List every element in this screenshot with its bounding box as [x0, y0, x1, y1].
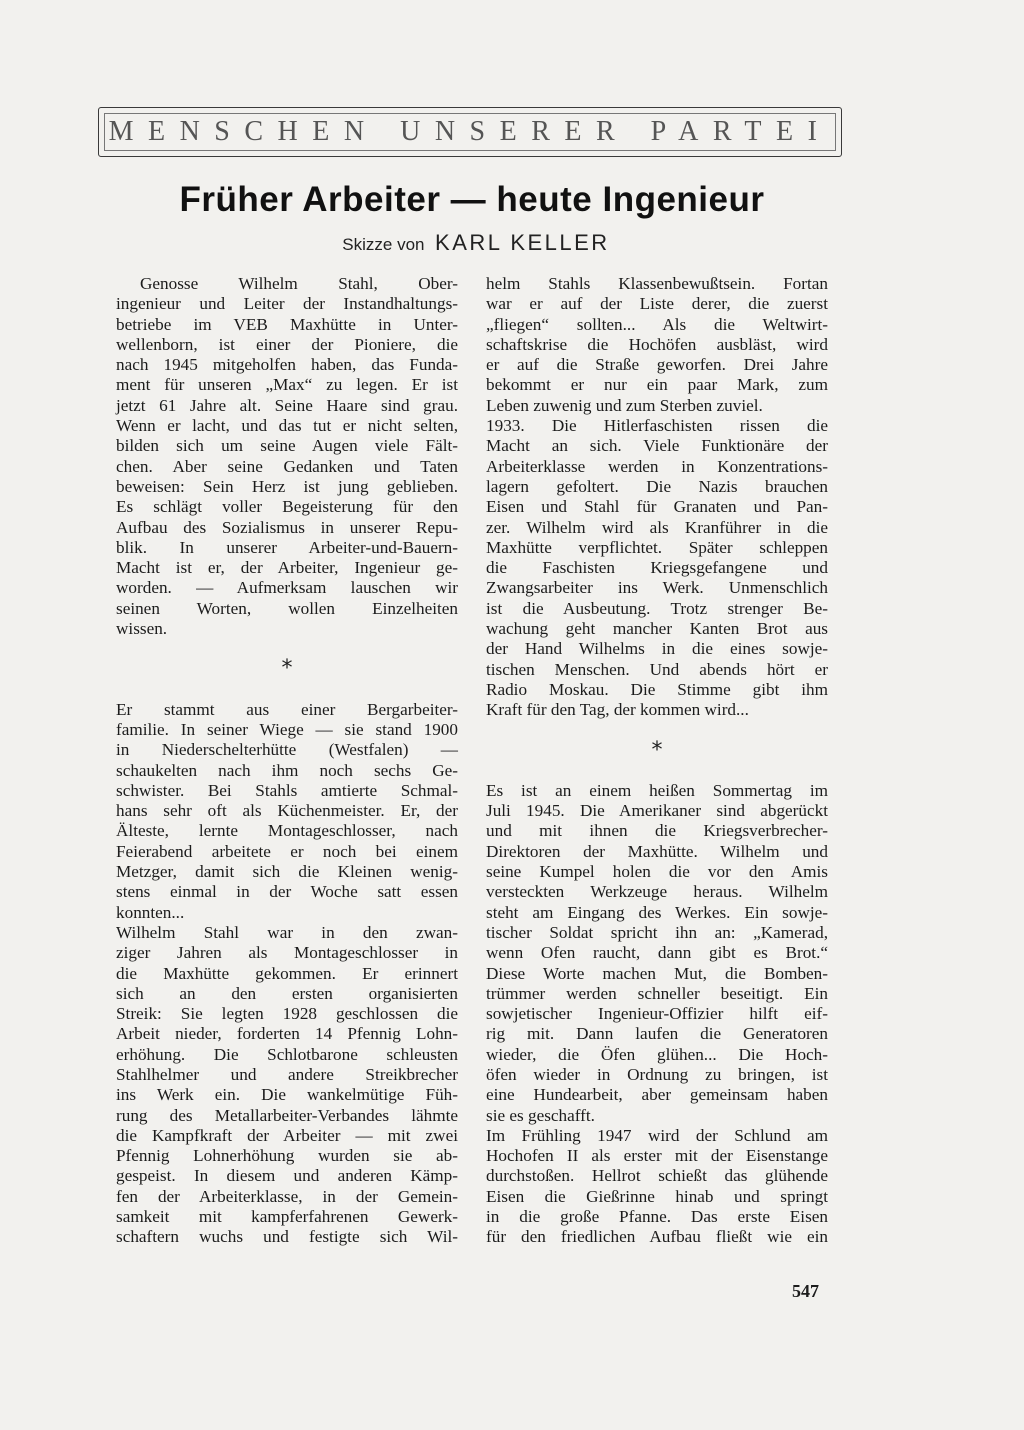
text-line: fen der Arbeiterklasse, in der Gemein-: [116, 1186, 458, 1206]
text-line: Arbeit nieder, forderten 14 Pfennig Lohn-: [116, 1024, 458, 1044]
text-line: Direktoren der Maxhütte. Wilhelm und: [486, 841, 828, 861]
text-line: durchstoßen. Hellrot schießt das glühende: [486, 1166, 828, 1186]
text-line: steht am Eingang des Werkes. Ein sowje-: [486, 902, 828, 922]
text-line: schwister. Bei Stahls amtierte Schmal-: [116, 780, 458, 800]
text-line: Es schlägt voller Begeisterung für den: [116, 497, 458, 517]
text-line: seine Kumpel holen die vor den Amis: [486, 862, 828, 882]
article-headline: Früher Arbeiter — heute Ingenieur: [179, 180, 765, 219]
text-line: sich an den ersten organisierten: [116, 983, 458, 1003]
text-line: wachung geht mancher Kanten Brot aus: [486, 619, 828, 639]
series-banner: [98, 107, 842, 157]
text-line: Arbeiterklasse werden in Konzentrations-: [486, 456, 828, 476]
text-line: beweisen: Sein Herz ist jung geblieben.: [116, 476, 458, 496]
text-line: schaukelten nach ihm noch sechs Ge-: [116, 760, 458, 780]
text-line: Wilhelm Stahl war in den zwan-: [116, 922, 458, 942]
text-line: Juli 1945. Die Amerikaner sind abgerückt: [486, 801, 828, 821]
text-line: Älteste, lernte Montageschlosser, nach: [116, 821, 458, 841]
text-line: Eisen die Gießrinne hinab und springt: [486, 1186, 828, 1206]
text-line: er auf die Straße geworfen. Drei Jahre: [486, 355, 828, 375]
byline-prefix: Skizze von: [342, 235, 425, 254]
text-line: in Niederschelterhütte (Westfalen) —: [116, 740, 458, 760]
text-line: ment für unseren „Max“ zu legen. Er ist: [116, 375, 458, 395]
text-line: konnten...: [116, 902, 185, 922]
text-line: Es ist an einem heißen Sommertag im: [486, 780, 828, 800]
section-star-ornament: *: [281, 656, 293, 682]
text-line: ingenieur und Leiter der Instandhaltungs-: [116, 294, 458, 314]
text-line: Stahlhelmer und andere Streikbrecher: [116, 1064, 458, 1084]
text-line: wellenborn, ist einer der Pioniere, die: [116, 334, 458, 354]
text-line: 1933. Die Hitlerfaschisten rissen die: [486, 416, 828, 436]
text-line: gespeist. In diesem und anderen Kämp-: [116, 1166, 458, 1186]
text-line: Aufbau des Sozialismus in unserer Repu-: [116, 517, 458, 537]
text-line: Radio Moskau. Die Stimme gibt ihm: [486, 679, 828, 699]
section-star-ornament: *: [651, 737, 663, 763]
text-line: tischen Menschen. Und abends hört er: [486, 659, 828, 679]
page-number: 547: [792, 1281, 819, 1301]
series-title: MENSCHEN UNSERER PARTEI: [108, 116, 832, 147]
text-line: der Hand Wilhelms in die eines sowje-: [486, 639, 828, 659]
text-line: Macht ist er, der Arbeiter, Ingenieur ge-: [116, 558, 458, 578]
text-line: eine Hundearbeit, aber gemeinsam haben: [486, 1085, 828, 1105]
text-line: Feierabend arbeitete er noch bei einem: [116, 841, 458, 861]
text-line: Eisen und Stahl für Granaten und Pan-: [486, 497, 828, 517]
text-line: ins Werk ein. Die wankelmütige Füh-: [116, 1085, 458, 1105]
text-line: rig mit. Dann laufen die Generatoren: [486, 1024, 828, 1044]
text-line: lagern gefoltert. Die Nazis brauchen: [486, 476, 828, 496]
text-line: Wenn er lacht, und das tut er nicht selten,: [116, 416, 458, 436]
text-line: ziger Jahren als Montageschlosser in: [116, 943, 458, 963]
text-line: worden. — Aufmerksam lauschen wir: [116, 578, 458, 598]
text-line: Genosse Wilhelm Stahl, Ober-: [140, 274, 458, 293]
text-line: nach 1945 mitgeholfen haben, das Funda-: [116, 355, 458, 375]
column-left: [116, 274, 458, 1248]
text-line: wenn Ofen raucht, dann gibt es Brot.“: [486, 943, 828, 963]
text-line: und mit ihnen die Kriegsverbrecher-: [486, 821, 828, 841]
text-line: Macht an sich. Viele Funktionäre der: [486, 436, 828, 456]
text-line: wieder, die Öfen glühen... Die Hoch-: [486, 1044, 828, 1064]
text-line: Pfennig Lohnerhöhung wurden sie ab-: [116, 1146, 458, 1166]
text-line: bekommt er nur ein paar Mark, zum: [486, 375, 828, 395]
text-line: versteckten Werkzeuge heraus. Wilhelm: [486, 882, 828, 902]
text-line: blik. In unserer Arbeiter-und-Bauern-: [116, 537, 458, 557]
text-line: stens einmal in der Woche satt essen: [116, 882, 458, 902]
text-line: seinen Worten, wollen Einzelheiten: [116, 598, 458, 618]
text-line: wissen.: [116, 619, 168, 639]
text-line: sie es geschafft.: [486, 1105, 595, 1125]
text-line: tischer Soldat spricht ihn an: „Kamerad,: [486, 922, 828, 942]
text-line: ist die Ausbeutung. Trotz strenger Be-: [486, 598, 828, 618]
text-line: für den friedlichen Aufbau fließt wie ein: [486, 1227, 828, 1247]
text-line: Metzger, damit sich die Kleinen wenig-: [116, 862, 458, 882]
text-line: Leben zuwenig und zum Sterben zuviel.: [486, 395, 763, 415]
text-line: hans sehr oft als Küchenmeister. Er, der: [116, 801, 458, 821]
text-line: familie. In seiner Wiege — sie stand 1900: [116, 719, 458, 739]
text-line: Zwangsarbeiter ins Werk. Unmenschlich: [486, 578, 828, 598]
text-line: Er stammt aus einer Bergarbeiter-: [116, 699, 458, 719]
text-line: die Kampfkraft der Arbeiter — mit zwei: [116, 1125, 458, 1145]
text-line: erhöhung. Die Schlotbarone schleusten: [116, 1044, 458, 1064]
text-line: Streik: Sie legten 1928 geschlossen die: [116, 1004, 458, 1024]
text-line: samkeit mit kampferfahrenen Gewerk-: [116, 1207, 458, 1227]
text-line: Maxhütte verpflichtet. Später schleppen: [486, 537, 828, 557]
text-line: zer. Wilhelm wird als Kranführer in die: [486, 517, 828, 537]
text-line: öfen wieder in Ordnung zu bringen, ist: [486, 1064, 828, 1084]
column-right: [486, 274, 828, 1248]
text-line: rung des Metallarbeiter-Verbandes lähmte: [116, 1105, 458, 1125]
text-line: helm Stahls Klassenbewußtsein. Fortan: [486, 274, 828, 293]
text-line: chen. Aber seine Gedanken und Taten: [116, 456, 458, 476]
text-line: Diese Worte machen Mut, die Bomben-: [486, 963, 828, 983]
text-line: schaftskrise die Hochöfen ausbläst, wird: [486, 334, 828, 354]
text-line: Kraft für den Tag, der kommen wird...: [486, 700, 749, 720]
text-line: betriebe im VEB Maxhütte in Unter-: [116, 314, 458, 334]
text-line: Im Frühling 1947 wird der Schlund am: [486, 1125, 828, 1145]
text-line: in die große Pfanne. Das erste Eisen: [486, 1207, 828, 1227]
text-line: „fliegen“ sollten... Als die Weltwirt-: [486, 314, 828, 334]
text-line: die Maxhütte gekommen. Er erinnert: [116, 963, 458, 983]
byline-author: KARL KELLER: [435, 230, 610, 255]
text-line: jetzt 61 Jahre alt. Seine Haare sind grau.: [116, 395, 458, 415]
text-line: trümmer werden schneller beseitigt. Ein: [486, 983, 828, 1003]
text-line: die Faschisten Kriegsgefangene und: [486, 558, 828, 578]
text-line: sowjetischer Ingenieur-Offizier hilft eif-: [486, 1004, 828, 1024]
text-line: Hochofen II als erster mit der Eisenstange: [486, 1146, 828, 1166]
text-line: war er auf der Liste derer, die zuerst: [486, 294, 828, 314]
text-line: bilden sich um seine Augen viele Fält-: [116, 436, 458, 456]
byline: [0, 230, 952, 256]
text-line: schaftern wuchs und festigte sich Wil-: [116, 1227, 458, 1247]
